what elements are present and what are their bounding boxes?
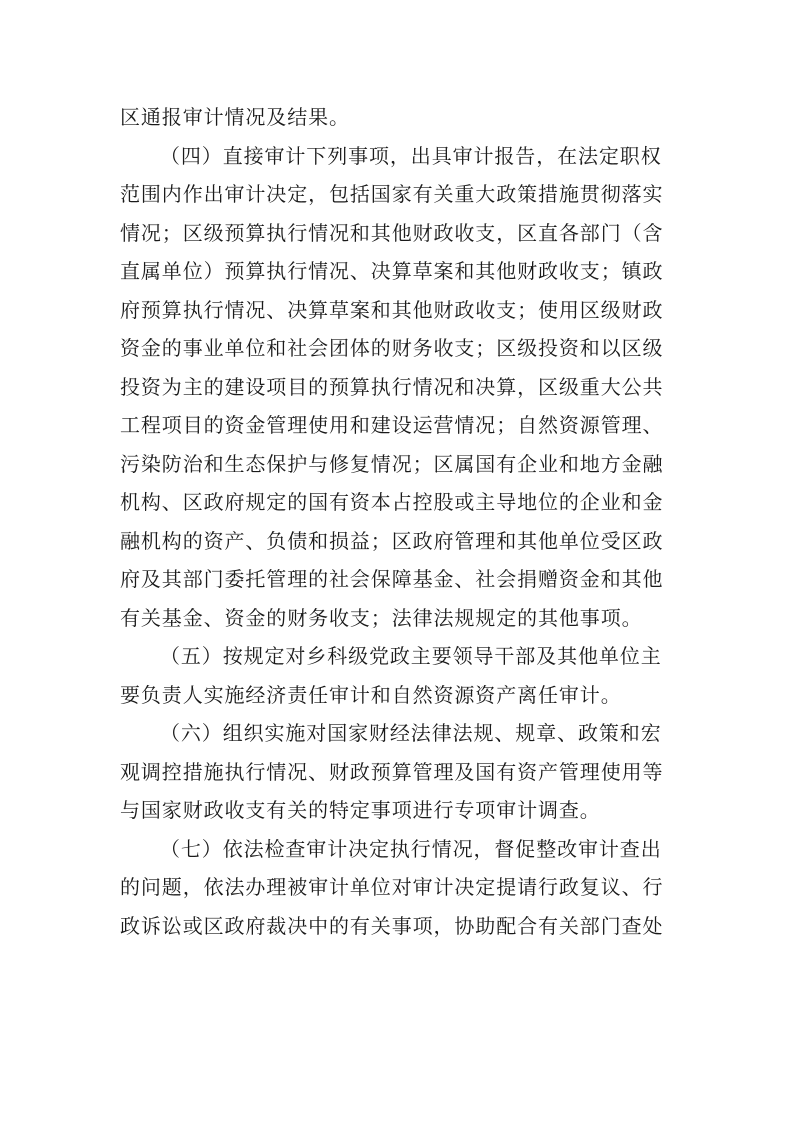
document-body bbox=[120, 98, 680, 945]
text-line: 范围内作出审计决定，包括国家有关重大政策措施贯彻落实 bbox=[120, 182, 664, 206]
text-line: 的问题，依法办理被审计单位对审计决定提请行政复议、行 bbox=[120, 875, 664, 899]
text-line: 资金的事业单位和社会团体的财务收支；区级投资和以区级 bbox=[120, 336, 664, 360]
text-line: （六）组织实施对国家财经法律法规、规章、政策和宏 bbox=[160, 721, 662, 745]
text-line: 与国家财政收支有关的特定事项进行专项审计调查。 bbox=[120, 798, 601, 822]
text-line: 污染防治和生态保护与修复情况；区属国有企业和地方金融 bbox=[120, 451, 664, 476]
text-line: 有关基金、资金的财务收支；法律法规规定的其他事项。 bbox=[120, 605, 643, 630]
text-line: 府及其部门委托管理的社会保障基金、社会捐赠资金和其他 bbox=[120, 567, 664, 591]
text-line: 政诉讼或区政府裁决中的有关事项，协助配合有关部门查处 bbox=[120, 913, 664, 938]
text-line: 观调控措施执行情况、财政预算管理及国有资产管理使用等 bbox=[120, 759, 664, 784]
text-line: 工程项目的资金管理使用和建设运营情况；自然资源管理、 bbox=[120, 413, 664, 437]
text-line: 融机构的资产、负债和损益；区政府管理和其他单位受区政 bbox=[120, 528, 664, 553]
text-line: 直属单位）预算执行情况、决算草案和其他财政收支；镇政 bbox=[120, 259, 664, 283]
text-line: （四）直接审计下列事项，出具审计报告，在法定职权 bbox=[160, 143, 662, 168]
text-line: 府预算执行情况、决算草案和其他财政收支；使用区级财政 bbox=[120, 297, 664, 322]
text-line: （七）依法检查审计决定执行情况，督促整改审计查出 bbox=[160, 836, 662, 861]
text-line: 要负责人实施经济责任审计和自然资源资产离任审计。 bbox=[120, 682, 622, 707]
text-line: 投资为主的建设项目的预算执行情况和决算，区级重大公共 bbox=[120, 374, 664, 399]
text-line: 情况；区级预算执行情况和其他财政收支，区直各部门（含 bbox=[120, 220, 664, 245]
text-line: （五）按规定对乡科级党政主要领导干部及其他单位主 bbox=[160, 644, 662, 668]
text-line: 区通报审计情况及结果。 bbox=[120, 105, 350, 129]
text-line: 机构、区政府规定的国有资本占控股或主导地位的企业和金 bbox=[120, 490, 664, 514]
